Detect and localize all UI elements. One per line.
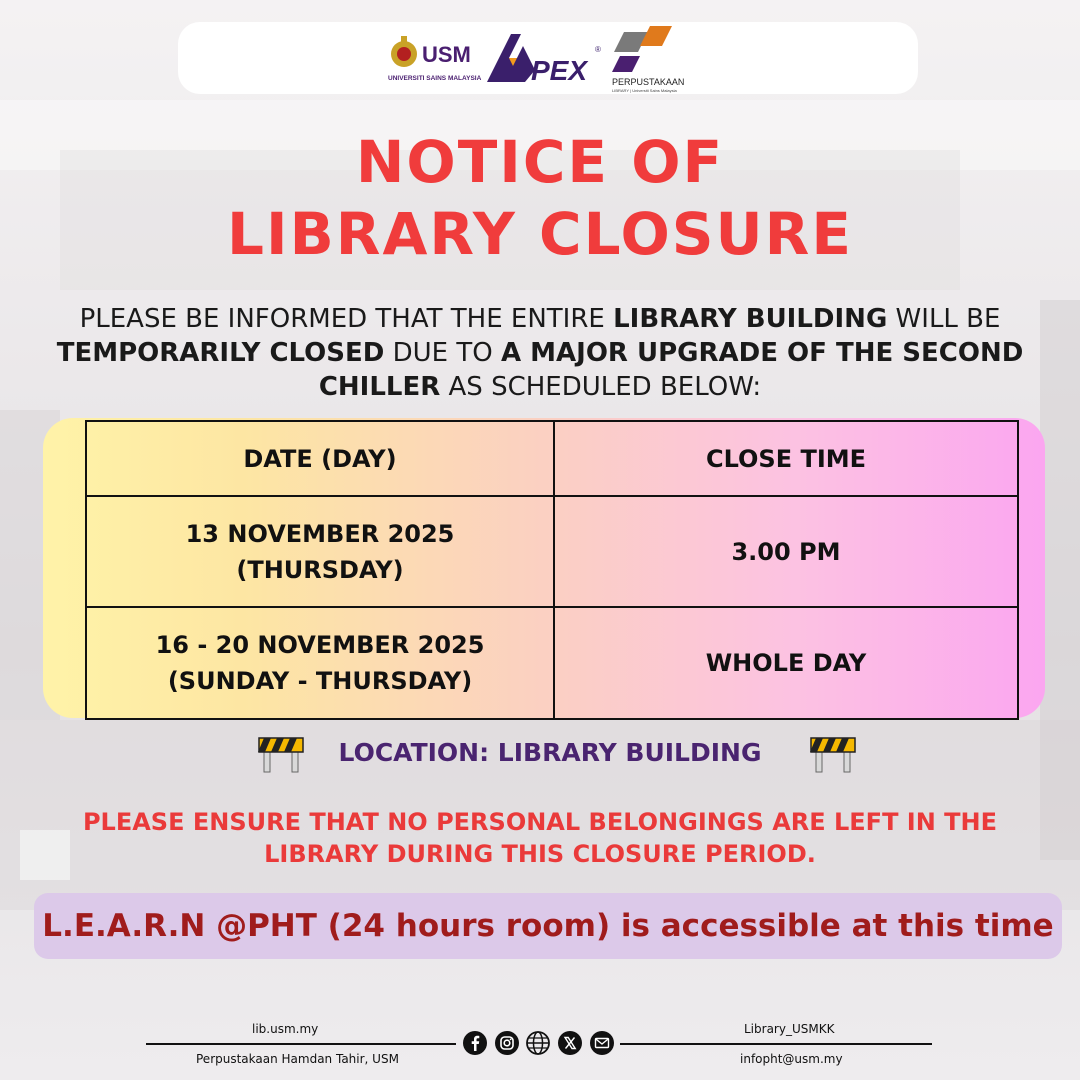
table-row xyxy=(86,607,1018,719)
apex-logo xyxy=(483,22,603,94)
intro-text-4: AS SCHEDULED BELOW: xyxy=(440,372,762,402)
row-1-date-cell xyxy=(86,496,554,607)
footer-social-handle[interactable]: Library_USMKK xyxy=(744,1022,835,1036)
svg-text:LIBRARY | Universiti Sains Mal: LIBRARY | Universiti Sains Malaysia xyxy=(612,88,677,93)
warning-notice xyxy=(40,806,1040,870)
schedule-table xyxy=(85,420,1019,720)
footer-divider-left xyxy=(146,1043,456,1045)
warning-line-2: LIBRARY DURING THIS CLOSURE PERIOD. xyxy=(264,840,816,868)
construction-barrier-icon xyxy=(810,734,856,774)
location-row xyxy=(0,732,1080,776)
row-2-date: 16 - 20 NOVEMBER 2025 xyxy=(155,631,485,659)
instagram-icon[interactable] xyxy=(494,1030,520,1056)
row-2-day: (SUNDAY - THURSDAY) xyxy=(167,667,473,695)
intro-paragraph xyxy=(40,302,1040,404)
table-header-row xyxy=(86,421,1018,496)
table-row xyxy=(86,496,1018,607)
usm-logo xyxy=(386,22,486,94)
svg-text:PEX: PEX xyxy=(531,55,588,86)
svg-text:APEX: APEX xyxy=(483,22,486,23)
row-2-time: WHOLE DAY xyxy=(554,607,1018,719)
row-2-date-cell xyxy=(86,607,554,719)
learn-notice-banner xyxy=(34,893,1062,959)
svg-text:USM: USM xyxy=(422,42,471,67)
intro-bold-1: LIBRARY BUILDING xyxy=(613,304,888,334)
header-close-time: CLOSE TIME xyxy=(554,421,1018,496)
svg-text:PERPUSTAKAAN: PERPUSTAKAAN xyxy=(612,77,685,87)
construction-barrier-icon xyxy=(258,734,304,774)
row-1-day: (THURSDAY) xyxy=(236,555,404,584)
footer-library-name: Perpustakaan Hamdan Tahir, USM xyxy=(196,1052,399,1066)
title-line-1: NOTICE OF xyxy=(355,128,725,196)
x-icon[interactable] xyxy=(557,1030,583,1056)
title-line-2: LIBRARY CLOSURE xyxy=(227,200,853,268)
intro-text-3: DUE TO xyxy=(384,338,501,368)
facebook-icon[interactable] xyxy=(462,1030,488,1056)
footer-website[interactable]: lib.usm.my xyxy=(252,1022,319,1036)
intro-text-1: PLEASE BE INFORMED THAT THE ENTIRE xyxy=(79,304,614,334)
svg-text:®: ® xyxy=(595,45,601,54)
intro-bold-2: TEMPORARILY CLOSED xyxy=(56,338,385,368)
location-label: LOCATION: LIBRARY BUILDING xyxy=(338,738,762,767)
perpustakaan-logo xyxy=(610,22,720,94)
intro-bold-3: A MAJOR UPGRADE OF THE SECOND CHILLER xyxy=(318,338,1024,402)
row-1-date: 13 NOVEMBER 2025 xyxy=(185,519,455,548)
intro-text-2: WILL BE xyxy=(887,304,1001,334)
learn-notice-text: L.E.A.R.N @PHT (24 hours room) is accessible at this time xyxy=(42,908,1054,944)
mail-icon[interactable] xyxy=(589,1030,615,1056)
footer-divider-right xyxy=(620,1043,932,1045)
svg-text:UNIVERSITI SAINS MALAYSIA: UNIVERSITI SAINS MALAYSIA xyxy=(388,75,482,82)
globe-icon[interactable] xyxy=(525,1030,551,1056)
header-date: DATE (DAY) xyxy=(86,421,554,496)
logo-bar xyxy=(178,22,918,94)
warning-line-1: PLEASE ENSURE THAT NO PERSONAL BELONGINGS ARE LEFT IN THE xyxy=(82,808,998,836)
footer-email[interactable]: infopht@usm.my xyxy=(740,1052,843,1066)
row-1-time: 3.00 PM xyxy=(554,496,1018,607)
